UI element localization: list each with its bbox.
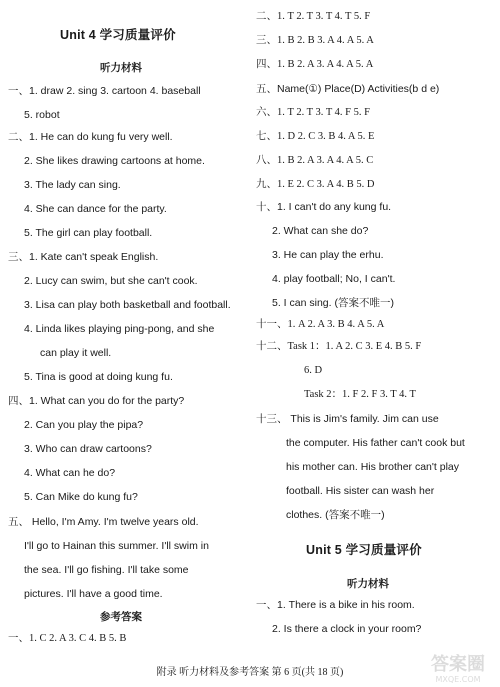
left-line: 二、1. He can do kung fu very well. [8,131,173,143]
left-line: the sea. I'll go fishing. I'll take some [24,564,189,576]
right-line: 5. I can sing. (答案不唯一) [272,297,394,309]
left-line: 2. Can you play the pipa? [24,419,144,431]
left-line: 5. Tina is good at doing kung fu. [24,371,173,383]
left-line: 4. Linda likes playing ping-pong, and she [24,323,215,335]
left-line: 5. Can Mike do kung fu? [24,491,138,503]
right-line: 五、Name(①) Place(D) Activities(b d e) [256,83,440,95]
right-line: 四、1. B 2. A 3. A 4. A 5. A [256,59,374,70]
left-line: 一、1. draw 2. sing 3. cartoon 4. baseball [8,85,201,97]
left-line: 三、1. Kate can't speak English. [8,251,159,263]
unit4-title: Unit 4 学习质量评价 [60,28,176,42]
left-line: I'll go to Hainan this summer. I'll swim in [24,540,209,552]
left-answer-line: 一、1. C 2. A 3. C 4. B 5. B [8,633,127,644]
right-line: 八、1. B 2. A 3. A 4. A 5. C [256,155,374,166]
watermark-subtext: MXQE.COM [435,675,481,684]
right-line: 十二、Task 1：1. A 2. C 3. E 4. B 5. F [256,341,422,352]
left-line: 3. The lady can sing. [24,179,121,191]
left-line: 2. Lucy can swim, but she can't cook. [24,275,198,287]
right-line: 二、1. T 2. T 3. T 4. T 5. F [256,11,371,22]
right-line: 十三、 This is Jim's family. Jim can use [256,413,439,425]
unit5-listening-heading: 听力材料 [347,578,389,590]
right-line: 七、1. D 2. C 3. B 4. A 5. E [256,131,375,142]
left-line: 4. She can dance for the party. [24,203,167,215]
unit4-listening-heading: 听力材料 [100,62,142,74]
left-line: can play it well. [40,347,112,359]
answers-heading: 参考答案 [100,611,142,623]
left-line: 2. She likes drawing cartoons at home. [24,155,205,167]
left-line: 5. robot [24,109,60,121]
left-line: 5. The girl can play football. [24,227,153,239]
left-line: 3. Who can draw cartoons? [24,443,152,455]
right-line: his mother can. His brother can't play [286,461,459,473]
right-line: clothes. (答案不唯一) [286,509,385,521]
right-line: football. His sister can wash her [286,485,435,497]
right-line: 3. He can play the erhu. [272,249,384,261]
right-line: the computer. His father can't cook but [286,437,465,449]
right-line: 三、1. B 2. B 3. A 4. A 5. A [256,35,374,46]
right-line: 4. play football; No, I can't. [272,273,396,285]
left-line: 4. What can he do? [24,467,116,479]
watermark-logo [420,648,496,686]
right-line: Task 2：1. F 2. F 3. T 4. T [304,389,416,400]
page-footer: 附录 听力材料及参考答案 第 6 页(共 18 页) [156,667,344,678]
right-line: 2. What can she do? [272,225,369,237]
left-line: pictures. I'll have a good time. [24,588,163,600]
right-line: 十、1. I can't do any kung fu. [256,201,392,213]
left-line: 五、 Hello, I'm Amy. I'm twelve years old. [8,516,199,528]
right-line: 十一、1. A 2. A 3. B 4. A 5. A [256,319,385,330]
left-line: 3. Lisa can play both basketball and football. [24,299,231,311]
right-line: 六、1. T 2. T 3. T 4. F 5. F [256,107,370,118]
right-line: 一、1. There is a bike in his room. [256,599,415,611]
right-line: 2. Is there a clock in your room? [272,623,422,635]
watermark-text: 答案圈 [431,654,485,675]
left-line: 四、1. What can you do for the party? [8,395,185,407]
right-line: 6. D [304,365,323,376]
unit5-title: Unit 5 学习质量评价 [306,543,422,557]
right-line: 九、1. E 2. C 3. A 4. B 5. D [256,179,375,190]
